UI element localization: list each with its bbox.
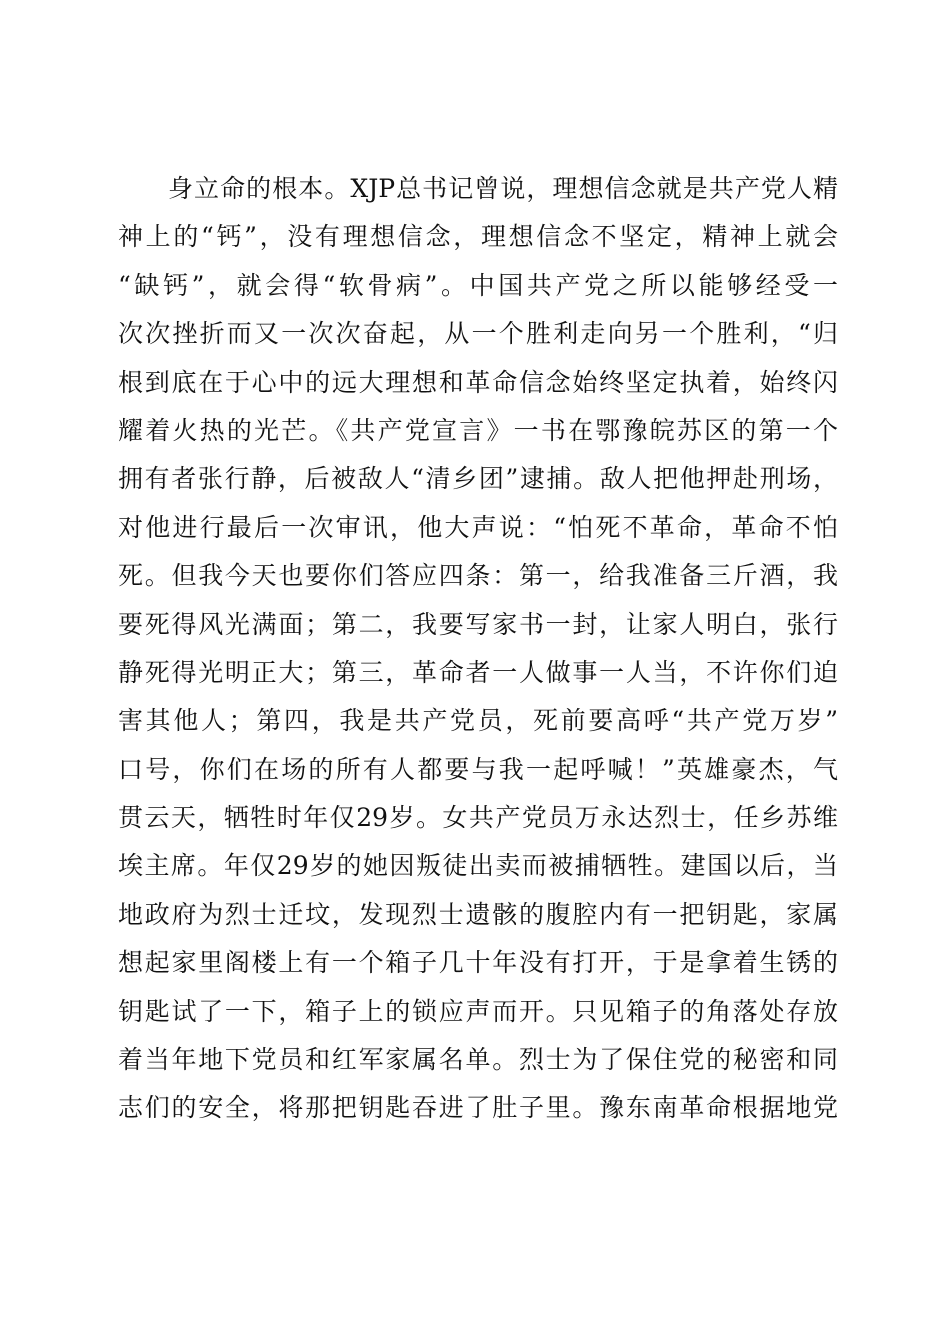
text-line: 害其他人；第四，我是共产党员，死前要高呼“共产党万岁” <box>118 706 838 736</box>
text-line: 耀着火热的光芒。《共产党宣言》一书在鄂豫皖苏区的第一个 <box>118 415 838 445</box>
text-line: 着当年地下党员和红军家属名单。烈士为了保住党的秘密和同 <box>118 1045 838 1075</box>
text-line: 埃主席。年仅29岁的她因叛徒出卖而被捕牺牲。建国以后，当 <box>118 851 838 881</box>
text-line: 口号，你们在场的所有人都要与我一起呼喊！”英雄豪杰，气 <box>118 754 838 784</box>
text-line: 神上的“钙”，没有理想信念，理想信念不坚定，精神上就会 <box>118 222 838 252</box>
text-line: 身立命的根本。XJP总书记曾说，理想信念就是共产党人精 <box>168 174 838 203</box>
text-line: 要死得风光满面；第二，我要写家书一封，让家人明白，张行 <box>118 609 838 639</box>
text-line: 对他进行最后一次审讯，他大声说：“怕死不革命，革命不怕 <box>118 512 838 542</box>
text-line: 死。但我今天也要你们答应四条：第一，给我准备三斤酒，我 <box>118 561 838 591</box>
text-line: 次次挫折而又一次次奋起，从一个胜利走向另一个胜利，“归 <box>118 319 838 349</box>
text-line: 钥匙试了一下，箱子上的锁应声而开。只见箱子的角落处存放 <box>118 996 838 1026</box>
text-line: 想起家里阁楼上有一个箱子几十年没有打开，于是拿着生锈的 <box>118 948 838 978</box>
text-line: 贯云天，牺牲时年仅29岁。女共产党员万永达烈士，任乡苏维 <box>118 803 838 833</box>
text-line: “缺钙”，就会得“软骨病”。中国共产党之所以能够经受一 <box>118 270 838 300</box>
text-line: 地政府为烈士迁坟，发现烈士遗骸的腹腔内有一把钥匙，家属 <box>118 899 838 929</box>
text-line: 志们的安全，将那把钥匙吞进了肚子里。豫东南革命根据地党 <box>118 1093 838 1123</box>
text-line: 静死得光明正大；第三，革命者一人做事一人当，不许你们迫 <box>118 657 838 687</box>
text-line: 根到底在于心中的远大理想和革命信念始终坚定执着，始终闪 <box>118 367 838 397</box>
body-paragraph <box>118 165 838 1133</box>
text-line: 拥有者张行静，后被敌人“清乡团”逮捕。敌人把他押赴刑场， <box>118 464 838 494</box>
